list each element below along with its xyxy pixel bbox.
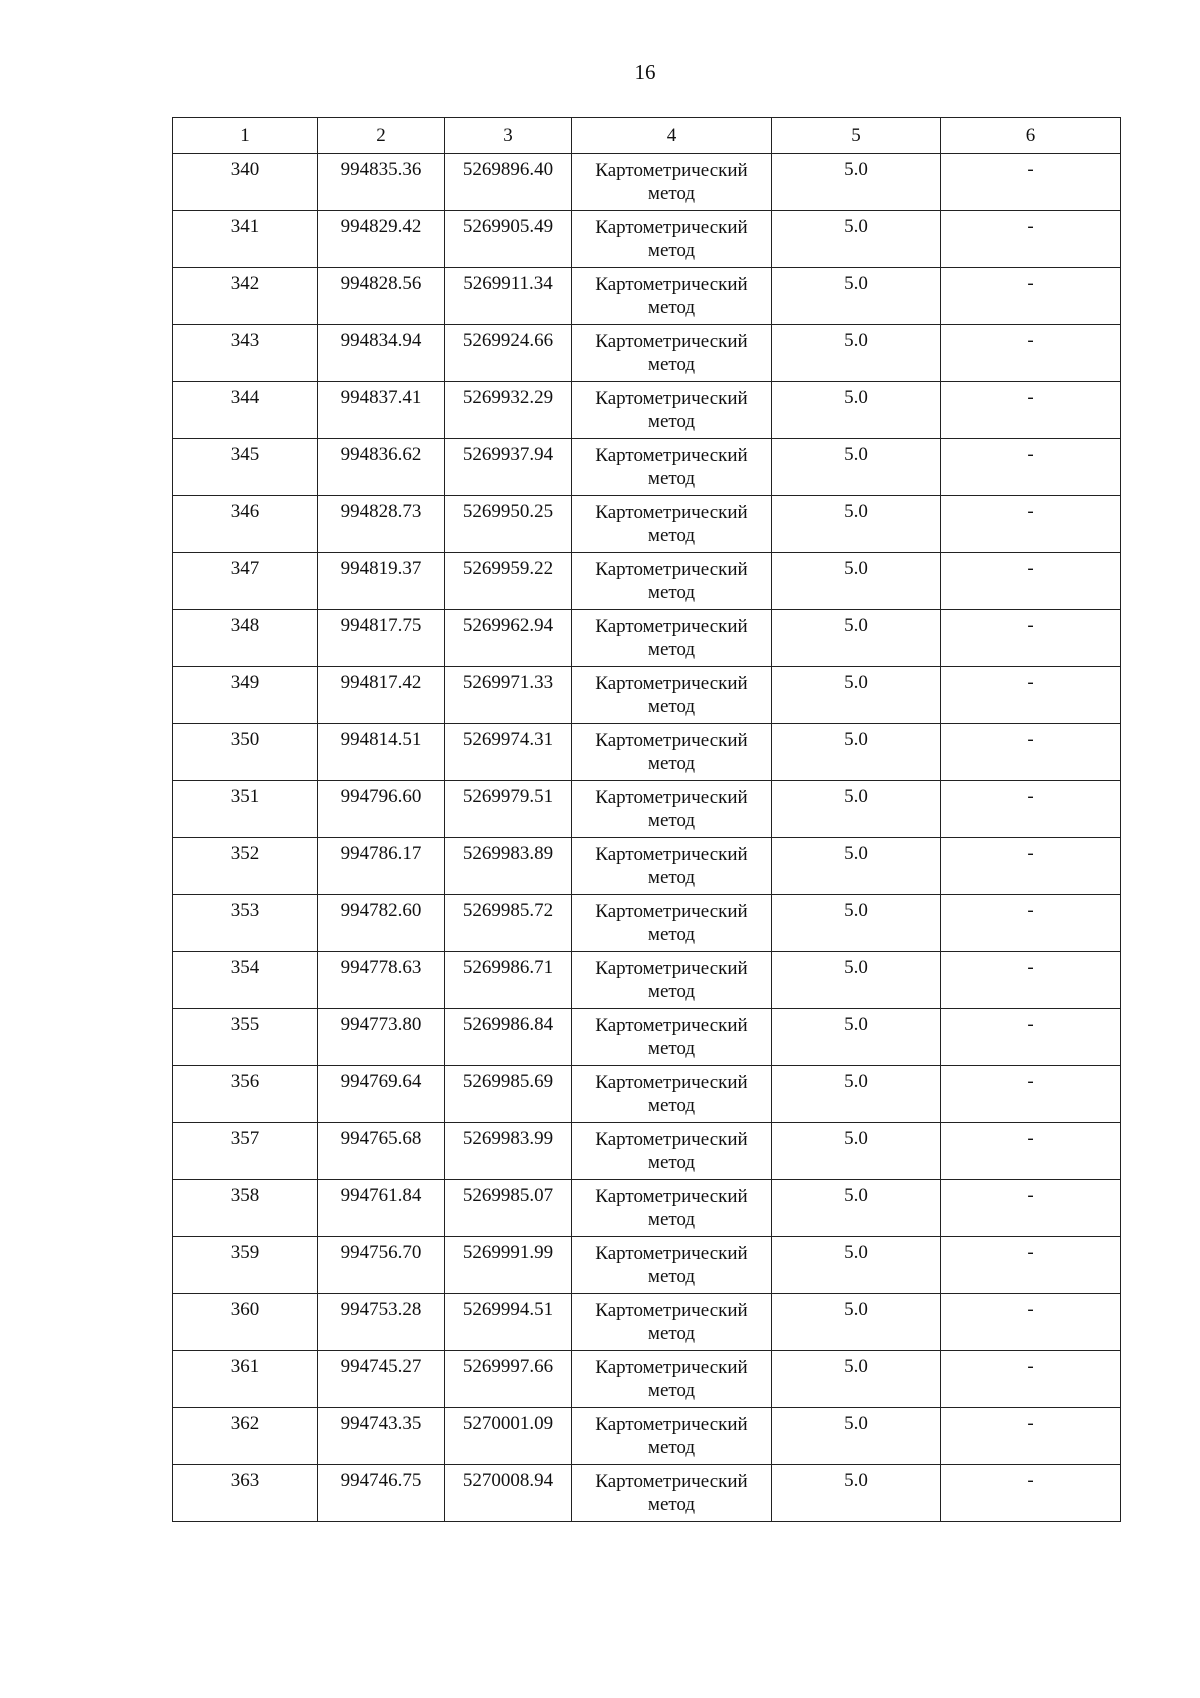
method-cell — [572, 439, 772, 496]
point-number-cell: 341 — [173, 211, 318, 268]
y-coordinate-cell: 5269979.51 — [445, 781, 572, 838]
method-text-line2: метод — [647, 810, 696, 831]
table-row — [173, 781, 1121, 838]
column-header-4: 4 — [572, 118, 772, 154]
accuracy-cell: 5.0 — [772, 838, 941, 895]
table-row — [173, 496, 1121, 553]
note-cell: - — [941, 1009, 1121, 1066]
y-coordinate-cell: 5269905.49 — [445, 211, 572, 268]
y-coordinate-cell: 5269962.94 — [445, 610, 572, 667]
note-cell: - — [941, 211, 1121, 268]
point-number-cell: 343 — [173, 325, 318, 382]
method-text-line1: Картометрический — [595, 673, 748, 694]
point-number-cell: 348 — [173, 610, 318, 667]
y-coordinate-cell: 5269950.25 — [445, 496, 572, 553]
note-cell: - — [941, 1351, 1121, 1408]
method-cell — [572, 1237, 772, 1294]
point-number-cell: 354 — [173, 952, 318, 1009]
method-text-line1: Картометрический — [595, 730, 748, 751]
table-row — [173, 1180, 1121, 1237]
method-cell — [572, 952, 772, 1009]
method-cell — [572, 154, 772, 211]
method-text-line2: метод — [647, 1152, 696, 1173]
method-text-line1: Картометрический — [595, 1357, 748, 1378]
note-cell: - — [941, 496, 1121, 553]
method-text-line2: метод — [647, 525, 696, 546]
table-row — [173, 553, 1121, 610]
method-cell — [572, 1465, 772, 1522]
accuracy-cell: 5.0 — [772, 1066, 941, 1123]
y-coordinate-cell: 5269924.66 — [445, 325, 572, 382]
point-number-cell: 357 — [173, 1123, 318, 1180]
method-text-line2: метод — [647, 867, 696, 888]
column-header-5: 5 — [772, 118, 941, 154]
method-cell — [572, 781, 772, 838]
accuracy-cell: 5.0 — [772, 1237, 941, 1294]
method-text-line2: метод — [647, 183, 696, 204]
point-number-cell: 346 — [173, 496, 318, 553]
y-coordinate-cell: 5270008.94 — [445, 1465, 572, 1522]
x-coordinate-cell: 994814.51 — [318, 724, 445, 781]
x-coordinate-cell: 994756.70 — [318, 1237, 445, 1294]
y-coordinate-cell: 5269983.89 — [445, 838, 572, 895]
table-row — [173, 325, 1121, 382]
column-header-3: 3 — [445, 118, 572, 154]
accuracy-cell: 5.0 — [772, 895, 941, 952]
accuracy-cell: 5.0 — [772, 1408, 941, 1465]
accuracy-cell: 5.0 — [772, 1123, 941, 1180]
note-cell: - — [941, 1294, 1121, 1351]
y-coordinate-cell: 5269971.33 — [445, 667, 572, 724]
method-text-line2: метод — [647, 1038, 696, 1059]
table-row — [173, 154, 1121, 211]
table-header — [173, 118, 1121, 154]
method-cell — [572, 211, 772, 268]
note-cell: - — [941, 610, 1121, 667]
note-cell: - — [941, 1180, 1121, 1237]
y-coordinate-cell: 5269974.31 — [445, 724, 572, 781]
note-cell: - — [941, 382, 1121, 439]
table-row — [173, 952, 1121, 1009]
note-cell: - — [941, 553, 1121, 610]
note-cell: - — [941, 1237, 1121, 1294]
note-cell: - — [941, 1123, 1121, 1180]
accuracy-cell: 5.0 — [772, 1351, 941, 1408]
column-header-1: 1 — [173, 118, 318, 154]
method-cell — [572, 895, 772, 952]
point-number-cell: 360 — [173, 1294, 318, 1351]
method-text-line2: метод — [647, 753, 696, 774]
method-cell — [572, 610, 772, 667]
method-text-line1: Картометрический — [595, 559, 748, 580]
point-number-cell: 363 — [173, 1465, 318, 1522]
accuracy-cell: 5.0 — [772, 781, 941, 838]
table-row — [173, 1465, 1121, 1522]
x-coordinate-cell: 994836.62 — [318, 439, 445, 496]
note-cell: - — [941, 439, 1121, 496]
accuracy-cell: 5.0 — [772, 1465, 941, 1522]
x-coordinate-cell: 994773.80 — [318, 1009, 445, 1066]
table-row — [173, 1408, 1121, 1465]
table-row — [173, 268, 1121, 325]
point-number-cell: 349 — [173, 667, 318, 724]
point-number-cell: 361 — [173, 1351, 318, 1408]
coordinates-table — [172, 117, 1121, 1522]
method-text-line1: Картометрический — [595, 445, 748, 466]
point-number-cell: 351 — [173, 781, 318, 838]
note-cell: - — [941, 1408, 1121, 1465]
method-cell — [572, 838, 772, 895]
method-text-line2: метод — [647, 1323, 696, 1344]
accuracy-cell: 5.0 — [772, 496, 941, 553]
x-coordinate-cell: 994745.27 — [318, 1351, 445, 1408]
method-text-line2: метод — [647, 1095, 696, 1116]
note-cell: - — [941, 952, 1121, 1009]
table-row — [173, 1123, 1121, 1180]
table-row — [173, 838, 1121, 895]
table-row — [173, 895, 1121, 952]
method-cell — [572, 325, 772, 382]
method-text-line2: метод — [647, 1266, 696, 1287]
method-text-line1: Картометрический — [595, 274, 748, 295]
method-text-line1: Картометрический — [595, 502, 748, 523]
point-number-cell: 352 — [173, 838, 318, 895]
y-coordinate-cell: 5269911.34 — [445, 268, 572, 325]
method-text-line1: Картометрический — [595, 217, 748, 238]
accuracy-cell: 5.0 — [772, 1180, 941, 1237]
point-number-cell: 340 — [173, 154, 318, 211]
method-text-line1: Картометрический — [595, 1243, 748, 1264]
x-coordinate-cell: 994837.41 — [318, 382, 445, 439]
accuracy-cell: 5.0 — [772, 268, 941, 325]
method-cell — [572, 1066, 772, 1123]
point-number-cell: 342 — [173, 268, 318, 325]
note-cell: - — [941, 325, 1121, 382]
table-row — [173, 1351, 1121, 1408]
method-cell — [572, 1180, 772, 1237]
x-coordinate-cell: 994765.68 — [318, 1123, 445, 1180]
y-coordinate-cell: 5269997.66 — [445, 1351, 572, 1408]
x-coordinate-cell: 994819.37 — [318, 553, 445, 610]
column-header-2: 2 — [318, 118, 445, 154]
method-cell — [572, 1351, 772, 1408]
method-cell — [572, 1009, 772, 1066]
method-cell — [572, 553, 772, 610]
accuracy-cell: 5.0 — [772, 1294, 941, 1351]
method-text-line1: Картометрический — [595, 844, 748, 865]
point-number-cell: 359 — [173, 1237, 318, 1294]
note-cell: - — [941, 895, 1121, 952]
y-coordinate-cell: 5269959.22 — [445, 553, 572, 610]
method-text-line2: метод — [647, 696, 696, 717]
point-number-cell: 362 — [173, 1408, 318, 1465]
method-cell — [572, 724, 772, 781]
table-row — [173, 1237, 1121, 1294]
method-text-line1: Картометрический — [595, 1015, 748, 1036]
method-text-line2: метод — [647, 639, 696, 660]
method-cell — [572, 382, 772, 439]
x-coordinate-cell: 994817.42 — [318, 667, 445, 724]
note-cell: - — [941, 154, 1121, 211]
point-number-cell: 350 — [173, 724, 318, 781]
accuracy-cell: 5.0 — [772, 211, 941, 268]
method-cell — [572, 1408, 772, 1465]
method-text-line1: Картометрический — [595, 1186, 748, 1207]
note-cell: - — [941, 781, 1121, 838]
x-coordinate-cell: 994761.84 — [318, 1180, 445, 1237]
accuracy-cell: 5.0 — [772, 382, 941, 439]
accuracy-cell: 5.0 — [772, 724, 941, 781]
table-body — [173, 154, 1121, 1522]
y-coordinate-cell: 5269932.29 — [445, 382, 572, 439]
note-cell: - — [941, 667, 1121, 724]
x-coordinate-cell: 994835.36 — [318, 154, 445, 211]
accuracy-cell: 5.0 — [772, 1009, 941, 1066]
x-coordinate-cell: 994782.60 — [318, 895, 445, 952]
y-coordinate-cell: 5270001.09 — [445, 1408, 572, 1465]
x-coordinate-cell: 994828.73 — [318, 496, 445, 553]
point-number-cell: 347 — [173, 553, 318, 610]
column-header-6: 6 — [941, 118, 1121, 154]
x-coordinate-cell: 994829.42 — [318, 211, 445, 268]
y-coordinate-cell: 5269983.99 — [445, 1123, 572, 1180]
note-cell: - — [941, 724, 1121, 781]
point-number-cell: 353 — [173, 895, 318, 952]
accuracy-cell: 5.0 — [772, 325, 941, 382]
method-cell — [572, 1123, 772, 1180]
page-number: 16 — [634, 60, 656, 84]
method-text-line1: Картометрический — [595, 160, 748, 181]
method-text-line2: метод — [647, 240, 696, 261]
method-text-line2: метод — [647, 1380, 696, 1401]
y-coordinate-cell: 5269994.51 — [445, 1294, 572, 1351]
method-text-line1: Картометрический — [595, 1300, 748, 1321]
y-coordinate-cell: 5269896.40 — [445, 154, 572, 211]
table-row — [173, 724, 1121, 781]
method-text-line1: Картометрический — [595, 1129, 748, 1150]
method-text-line2: метод — [647, 411, 696, 432]
x-coordinate-cell: 994746.75 — [318, 1465, 445, 1522]
method-cell — [572, 496, 772, 553]
table-row — [173, 1294, 1121, 1351]
method-text-line2: метод — [647, 1209, 696, 1230]
method-text-line1: Картометрический — [595, 901, 748, 922]
y-coordinate-cell: 5269985.72 — [445, 895, 572, 952]
point-number-cell: 358 — [173, 1180, 318, 1237]
note-cell: - — [941, 1465, 1121, 1522]
method-text-line2: метод — [647, 924, 696, 945]
accuracy-cell: 5.0 — [772, 553, 941, 610]
method-text-line1: Картометрический — [595, 388, 748, 409]
method-text-line2: метод — [647, 468, 696, 489]
method-cell — [572, 667, 772, 724]
method-text-line2: метод — [647, 1494, 696, 1515]
x-coordinate-cell: 994817.75 — [318, 610, 445, 667]
method-text-line2: метод — [647, 582, 696, 603]
method-cell — [572, 1294, 772, 1351]
point-number-cell: 356 — [173, 1066, 318, 1123]
y-coordinate-cell: 5269991.99 — [445, 1237, 572, 1294]
x-coordinate-cell: 994778.63 — [318, 952, 445, 1009]
method-text-line2: метод — [647, 981, 696, 1002]
method-text-line2: метод — [647, 354, 696, 375]
accuracy-cell: 5.0 — [772, 154, 941, 211]
table-row — [173, 382, 1121, 439]
table-row — [173, 667, 1121, 724]
table-row — [173, 439, 1121, 496]
point-number-cell: 344 — [173, 382, 318, 439]
note-cell: - — [941, 268, 1121, 325]
x-coordinate-cell: 994786.17 — [318, 838, 445, 895]
x-coordinate-cell: 994834.94 — [318, 325, 445, 382]
table-row — [173, 610, 1121, 667]
accuracy-cell: 5.0 — [772, 439, 941, 496]
y-coordinate-cell: 5269985.07 — [445, 1180, 572, 1237]
header-row — [173, 118, 1121, 154]
method-text-line1: Картометрический — [595, 331, 748, 352]
table-row — [173, 211, 1121, 268]
method-text-line1: Картометрический — [595, 1414, 748, 1435]
point-number-cell: 355 — [173, 1009, 318, 1066]
x-coordinate-cell: 994796.60 — [318, 781, 445, 838]
y-coordinate-cell: 5269986.71 — [445, 952, 572, 1009]
method-text-line1: Картометрический — [595, 787, 748, 808]
x-coordinate-cell: 994828.56 — [318, 268, 445, 325]
x-coordinate-cell: 994769.64 — [318, 1066, 445, 1123]
method-text-line1: Картометрический — [595, 1072, 748, 1093]
accuracy-cell: 5.0 — [772, 952, 941, 1009]
accuracy-cell: 5.0 — [772, 667, 941, 724]
method-text-line1: Картометрический — [595, 958, 748, 979]
y-coordinate-cell: 5269986.84 — [445, 1009, 572, 1066]
accuracy-cell: 5.0 — [772, 610, 941, 667]
y-coordinate-cell: 5269985.69 — [445, 1066, 572, 1123]
table-row — [173, 1009, 1121, 1066]
method-cell — [572, 268, 772, 325]
x-coordinate-cell: 994743.35 — [318, 1408, 445, 1465]
method-text-line2: метод — [647, 297, 696, 318]
x-coordinate-cell: 994753.28 — [318, 1294, 445, 1351]
method-text-line1: Картометрический — [595, 1471, 748, 1492]
note-cell: - — [941, 838, 1121, 895]
table-row — [173, 1066, 1121, 1123]
point-number-cell: 345 — [173, 439, 318, 496]
method-text-line2: метод — [647, 1437, 696, 1458]
y-coordinate-cell: 5269937.94 — [445, 439, 572, 496]
method-text-line1: Картометрический — [595, 616, 748, 637]
note-cell: - — [941, 1066, 1121, 1123]
